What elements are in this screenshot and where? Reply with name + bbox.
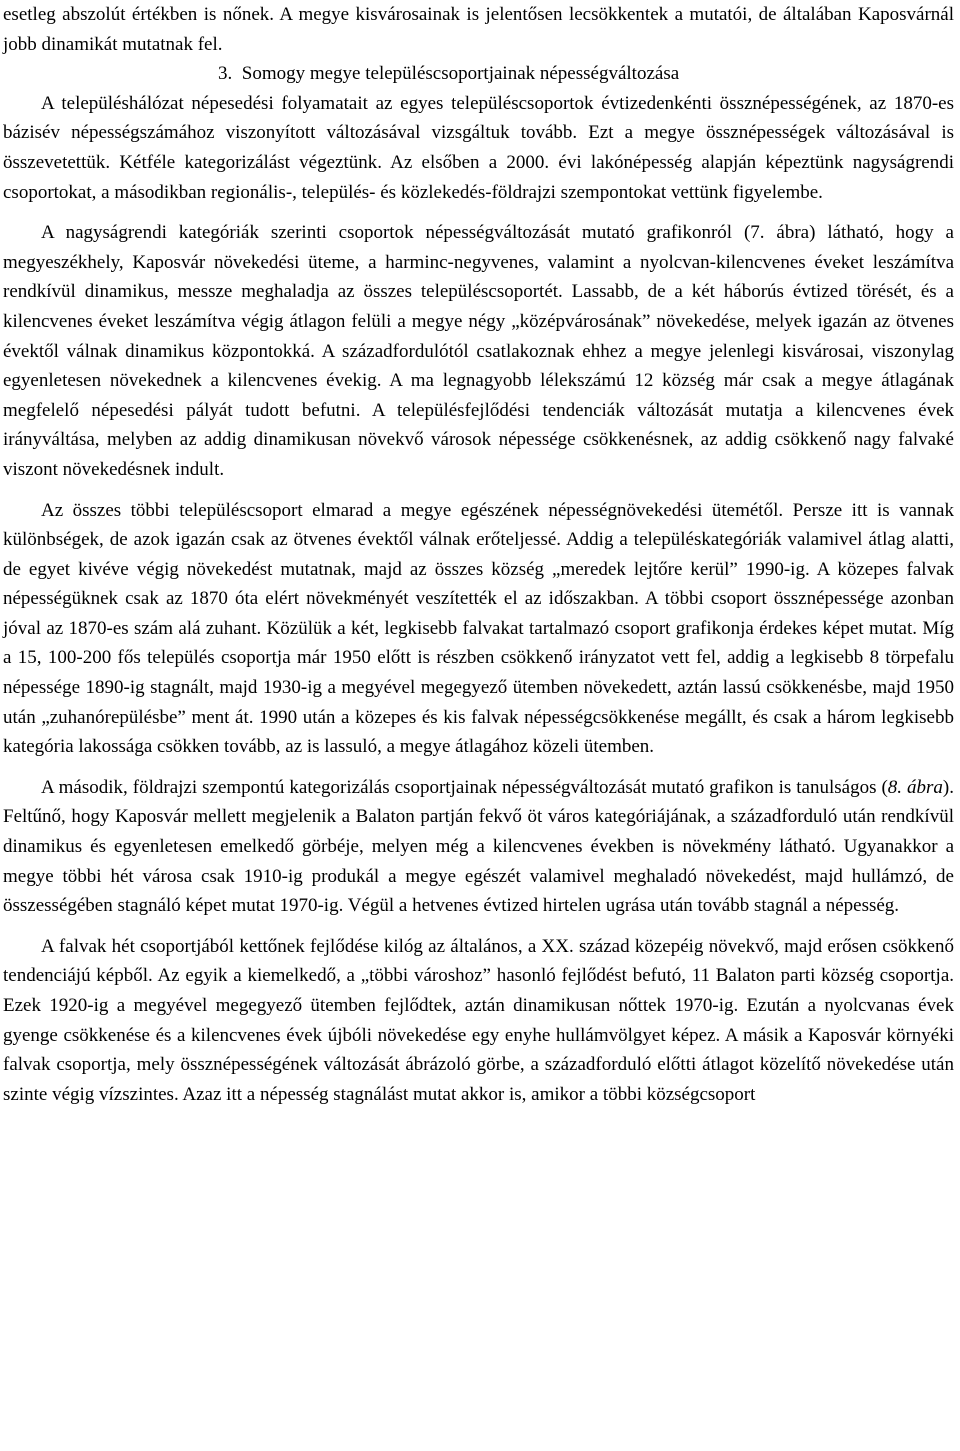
paragraph-4-text-end: ). Feltűnő, hogy Kaposvár mellett megjelenik a Balaton partján fekvő öt város kategóriájának, a századforduló után rendkívül dinamikus és egyenletesen emelkedő görbéje, melyen még a kilencvenes években is növekmény látható. Ugyanakkor a megye többi hét városa csak 1910-ig produkál a megye egészét valamivel meghaladó növekedést, majd hullámzó, de összességében stagnáló képet mutat 1970-ig. Végül a hetvenes évtized hirtelen ugrása után tovább stagnál a népesség.	[3, 776, 954, 917]
figure-reference: 8. ábra	[887, 776, 943, 798]
paragraph-1: A településhálózat népesedési folyamatait az egyes településcsoportok évtizedenkénti össznépességének, az 1870-es bázisév népességszámához viszonyított változásával vizsgáltuk tovább. Ezt a megye össznépességek változásával is összevetettük. Kétféle kategorizálást végeztünk. Az elsőben a 2000. évi lakónépesség alapján képeztünk nagyságrendi csoportokat, a másodikban regionális-, település- és közlekedés-földrajzi szempontokat vettünk figyelembe.	[3, 92, 954, 203]
paragraph-3: Az összes többi településcsoport elmarad a megye egészének népességnövekedési ütemétől. Persze itt is vannak különbségek, de azok igazán csak az ötvenes évektől válnak erőteljessé. Addig a településkategóriák valamivel átlag alatti, de egyet kivéve végig növekedést mutatnak, majd az összes község „meredek lejtőre kerül” 1990-ig. A közepes falvak népességüknek csak az 1870 óta elért növekményét veszítették el az időszakban. A többi csoport össznépessége azonban jóval az 1870-es szám alá zuhant. Közülük a két, legkisebb falvakat tartalmazó csoport grafikonja érdekes képet mutat. Míg a 15, 100-200 fős település csoportja már 1950 előtt is részben csökkenő irányzatot vett fel, addig a legkisebb 8 törpefalu népessége 1890-ig stagnált, majd 1930-ig a megyével megegyező ütemben növekedett, aztán lassú csökkenésbe, majd 1950 után „zuhanórepülésbe” ment át. 1990 után a közepes és kis falvak népességcsökkenése megállt, és csak a három legkisebb kategória lakossága csökken tovább, az is lassuló, a megye átlagához közeli ütemben.	[3, 499, 954, 758]
paragraph-5: A falvak hét csoportjából kettőnek fejlődése kilóg az általános, a XX. század közepéig növekvő, majd erősen csökkenő tendenciájú képből. Az egyik a kiemelkedő, a „többi városhoz” hasonló fejlődést befutó, 11 Balaton parti község csoportja. Ezek 1920-ig a megyével megegyező ütemben fejlődtek, aztán dinamikusan nőttek 1970-ig. Ezután a nyolcvanas évek gyenge csökkenése és a kilencvenes évek újbóli növekedése egy enyhe hullámvölgyet képez. A másik a Kaposvár környéki falvak csoportja, mely össznépességének változását ábrázoló görbe, a századforduló előtti átlagot közelítő növekedése után szinte végig vízszintes. Azaz itt a népesség stagnálást mutat akkor is, amikor a többi községcsoport	[3, 935, 954, 1105]
section-heading	[3, 59, 954, 89]
section-number: 3.	[218, 63, 233, 85]
paragraph-4	[3, 773, 954, 921]
paragraph-4-text-start: A második, földrajzi szempontú kategorizálás csoportjainak népességváltozását mutató grafikon is tanulságos (	[41, 776, 888, 798]
paragraph-continuation: esetleg abszolút értékben is nőnek. A megye kisvárosainak is jelentősen lecsökkentek a mutatói, de általában Kaposvárnál jobb dinamikát mutatnak fel.	[3, 4, 954, 55]
section-title: Somogy megye településcsoportjainak népességváltozása	[241, 63, 680, 85]
paragraph-2: A nagyságrendi kategóriák szerinti csoportok népességváltozását mutató grafikonról (7. ábra) látható, hogy a megyeszékhely, Kaposvár növekedési üteme, a harminc-negyvenes, valamint a nyolcvan-kilencvenes éveket leszámítva rendkívül dinamikus, messze meghaladja az összes településcsoportét. Lassabb, de a két háborús évtized törését, és a kilencvenes éveket leszámítva végig átlagon felüli a megye négy „középvárosának” növekedése, melyek igazán az ötvenes évektől válnak dinamikus központokká. A századfordulótól csatlakoznak ehhez a megye jelenlegi kisvárosai, viszonylag egyenletesen növekednek a kilencvenes évekig. A ma legnagyobb lélekszámú 12 község már csak a megye átlagának megfelelő népesedési pályát tudott befutni. A településfejlődési tendenciák változását mutatja a kilencvenes évek irányváltása, melyben az addig dinamikusan növekvő városok népessége csökkenésnek, az addig csökkenő nagy falvaké viszont növekedésnek indult.	[3, 222, 954, 480]
